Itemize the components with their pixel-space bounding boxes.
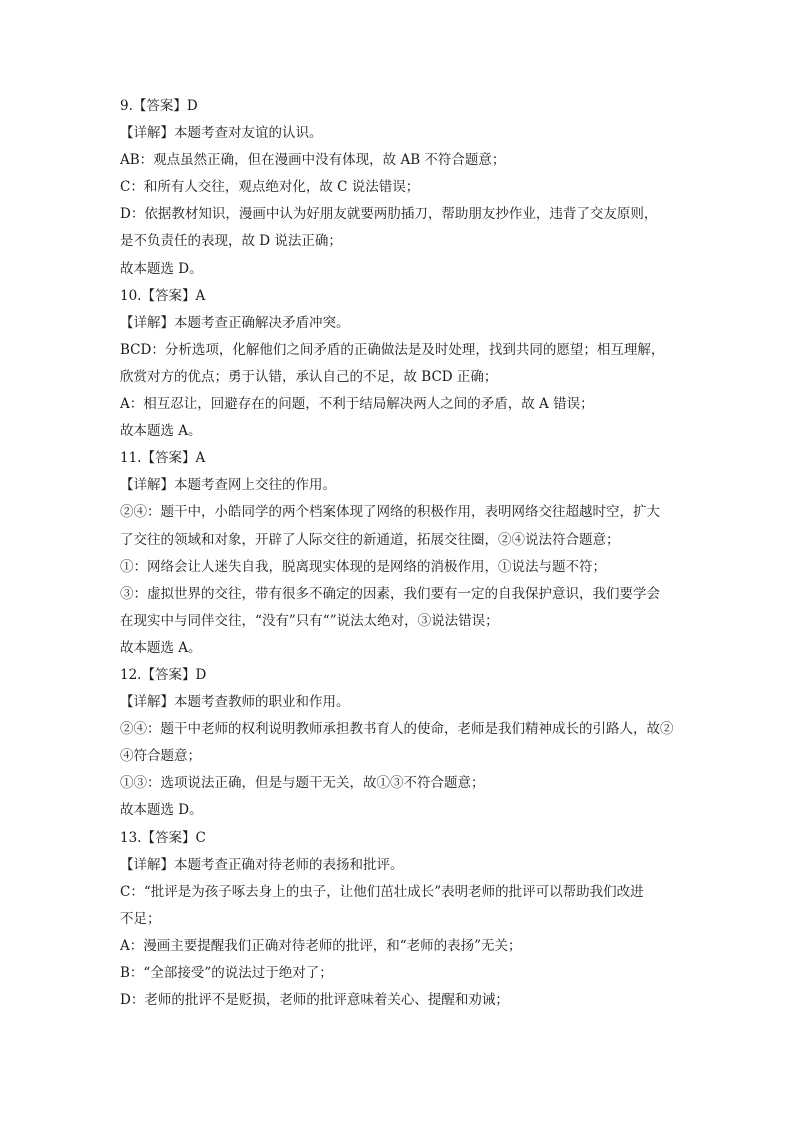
answer-12-option-13: ①③：选项说法正确，但是与题干无关，故①③不符合题意； [120,775,485,792]
answer-13-option-c: C：“批评是为孩子啄去身上的虫子，让他们茁壮成长”表明老师的批评可以帮助我们改进 [120,883,644,900]
answer-10-detail: 【详解】本题考查正确解决矛盾冲突。 [120,314,350,331]
answer-11-option-24: ②④：题干中，小皓同学的两个档案体现了网络的积极作用，表明网络交往超越时空，扩大 [120,504,660,521]
answer-9-option-ab: AB：观点虽然正确，但在漫画中没有体现，故 AB 不符合题意； [120,152,506,169]
answer-11-detail: 【详解】本题考查网上交往的作用。 [120,477,336,494]
answer-9-option-c: C：和所有人交往，观点绝对化，故 C 说法错误； [120,179,420,196]
answer-9-option-d: D：依据教材知识，漫画中认为好朋友就要两肋插刀，帮助朋友抄作业，违背了交友原则， [120,206,658,223]
answer-13-heading: 13.【答案】C [120,829,206,846]
answer-11-heading: 11.【答案】A [120,450,206,467]
answer-12-detail: 【详解】本题考查教师的职业和作用。 [120,694,350,711]
answer-13-option-d: D：老师的批评不是贬损，老师的批评意味着关心、提醒和劝诫； [120,992,509,1009]
answer-10-option-bcd: BCD：分析选项，化解他们之间矛盾的正确做法是及时处理，找到共同的愿望；相互理解， [120,341,665,358]
answer-12-conclusion: 故本题选 D。 [120,802,203,819]
answer-11-option-1: ①：网络会让人迷失自我，脱离现实体现的是网络的消极作用，①说法与题不符； [120,558,606,575]
answer-11-option-3: ③：虚拟世界的交往，带有很多不确定的因素，我们要有一定的自我保护意识，我们要学会 [120,585,660,602]
answer-9-option-d-cont: 是不负责任的表现，故 D 说法正确； [120,233,342,250]
answer-12-heading: 12.【答案】D [120,666,207,683]
answer-9-detail: 【详解】本题考查对友谊的认识。 [120,125,323,142]
answer-10-option-a: A：相互忍让，回避存在的问题，不利于结局解决两人之间的矛盾，故 A 错误； [120,396,594,413]
answer-9-conclusion: 故本题选 D。 [120,260,203,277]
answer-13-option-b: B：“全部接受”的说法过于绝对了； [120,965,333,981]
answer-11-conclusion: 故本题选 A。 [120,639,202,656]
answer-12-option-24-cont: ④符合题意； [120,748,201,765]
answer-10-option-bcd-cont: 欣赏对方的优点；勇于认错，承认自己的不足，故 BCD 正确； [120,368,498,385]
answer-12-option-24: ②④：题干中老师的权利说明教师承担教书育人的使命，老师是我们精神成长的引路人，故② [120,721,674,738]
answer-10-conclusion: 故本题选 A。 [120,423,202,440]
answer-13-option-c-cont: 不足； [120,910,161,927]
answer-10-heading: 10.【答案】A [120,287,206,304]
answer-explanations [120,93,680,1014]
answer-11-option-24-cont: 了交往的领域和对象，开辟了人际交往的新通道，拓展交往圈，②④说法符合题意； [120,531,620,548]
answer-13-option-a: A：漫画主要提醒我们正确对待老师的批评，和“老师的表扬”无关； [120,937,522,954]
answer-9-heading: 9.【答案】D [120,98,198,114]
answer-11-option-3-cont: 在现实中与同伴交往，“没有”只有“”说法太绝对，③说法错误； [120,612,499,629]
answer-13-detail: 【详解】本题考查正确对待老师的表扬和批评。 [120,856,404,873]
